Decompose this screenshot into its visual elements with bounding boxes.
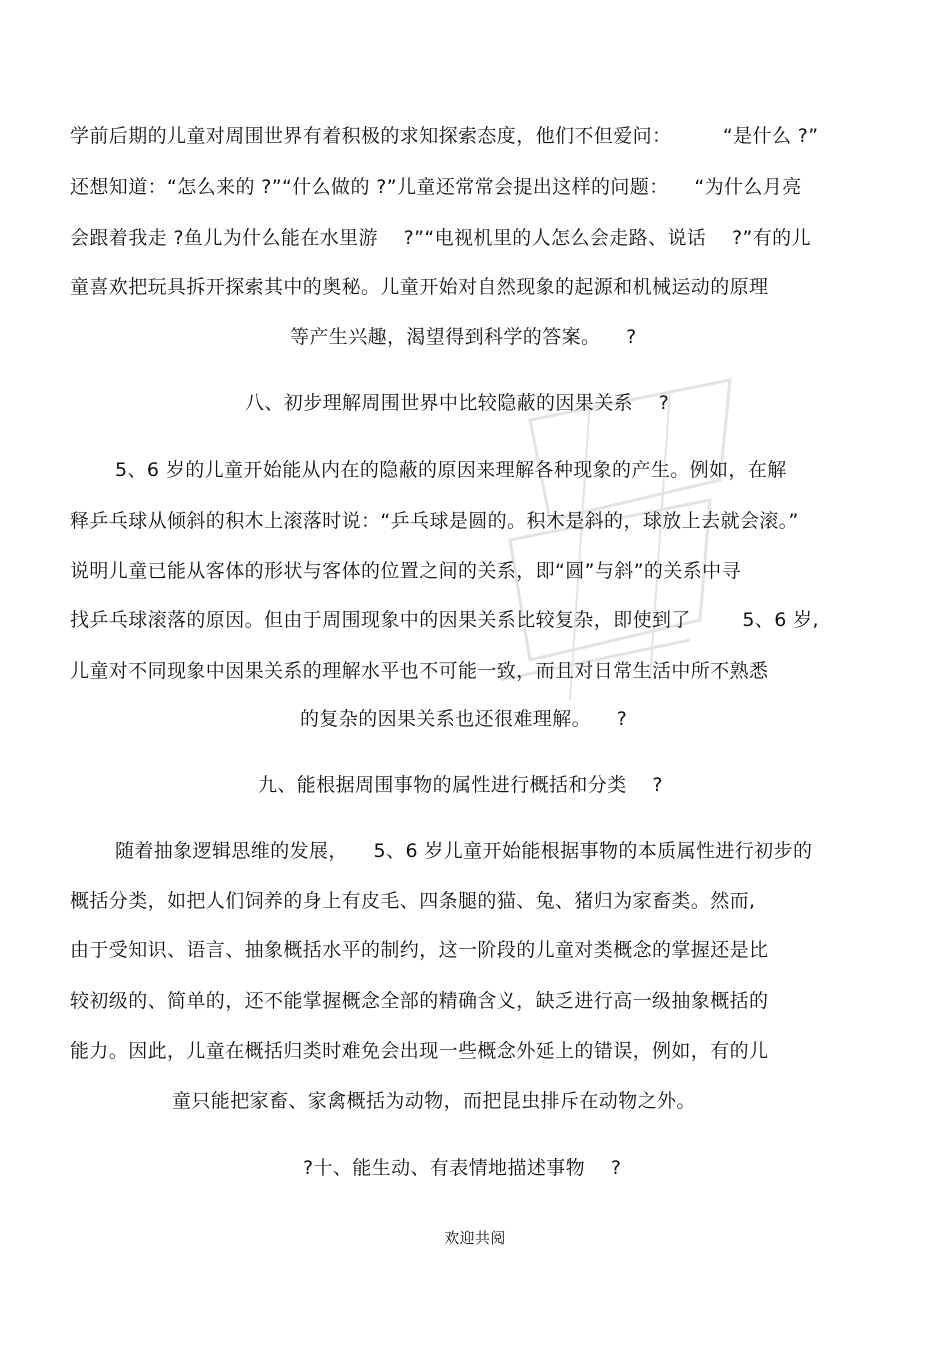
paragraph-3-line: 能力。因此，儿童在概括归类时难免会出现一些概念外延上的错误，例如，有的儿 — [70, 1040, 769, 1062]
paragraph-3-line: 随着抽象逻辑思维的发展， 5、6 岁儿童开始能根据事物的本质属性进行初步的 — [115, 840, 813, 862]
paragraph-3-line: 概括分类，如把人们饲养的身上有皮毛、四条腿的猫、兔、猪归为家畜类。然而, — [70, 890, 756, 912]
paragraph-1-line: 还想知道：“怎么来的 ?”“什么做的 ?”儿童还常常会提出这样的问题： “为什么月亮 — [70, 176, 802, 198]
paragraph-2-line: 5、6 岁的儿童开始能从内在的隐蔽的原因来理解各种现象的产生。例如，在解 — [115, 459, 787, 481]
paragraph-1-line: 学前后期的儿童对周围世界有着积极的求知探索态度，他们不但爱问： “是什么 ?” — [70, 125, 819, 147]
paragraph-3-line: 由于受知识、语言、抽象概括水平的制约，这一阶段的儿童对类概念的掌握还是比 — [70, 939, 769, 961]
section-heading: 九、能根据周围事物的属性进行概括和分类 ? — [258, 774, 663, 796]
paragraph-1-line: 等产生兴趣，渴望得到科学的答案。 ? — [290, 326, 637, 348]
paragraph-1-line: 童喜欢把玩具拆开探索其中的奥秘。儿童开始对自然现象的起源和机械运动的原理 — [70, 276, 769, 298]
paragraph-1-line: 会跟着我走 ?鱼儿为什么能在水里游 ?”“电视机里的人怎么会走路、说话 ?”有的儿 — [70, 227, 811, 249]
paragraph-3-line: 童只能把家畜、家禽概括为动物，而把昆虫排斥在动物之外。 — [172, 1090, 696, 1112]
paragraph-2-line: 的复杂的因果关系也还很难理解。 ? — [300, 708, 628, 730]
paragraph-3-line: 较初级的、简单的，还不能掌握概念全部的精确含义，缺乏进行高一级抽象概括的 — [70, 990, 769, 1012]
paragraph-2-line: 释乒乓球从倾斜的积木上滚落时说：“乒乓球是圆的。积木是斜的，球放上去就会滚。” — [70, 510, 799, 532]
watermark-stamp — [470, 360, 770, 740]
paragraph-2-line: 儿童对不同现象中因果关系的理解水平也不可能一致，而且对日常生活中所不熟悉 — [70, 660, 769, 682]
section-heading: 八、初步理解周围世界中比较隐蔽的因果关系 ? — [245, 392, 670, 414]
paragraph-2-line: 说明儿童已能从客体的形状与客体的位置之间的关系，即“圆”与斜”的关系中寻 — [70, 560, 741, 582]
section-heading: ?十、能生动、有表情地描述事物 ? — [303, 1157, 622, 1179]
page-footer: 欢迎共阅 — [444, 1229, 506, 1247]
paragraph-2-line: 找乒乓球滚落的原因。但由于周围现象中的因果关系比较复杂，即使到了 5、6 岁, — [70, 609, 819, 631]
